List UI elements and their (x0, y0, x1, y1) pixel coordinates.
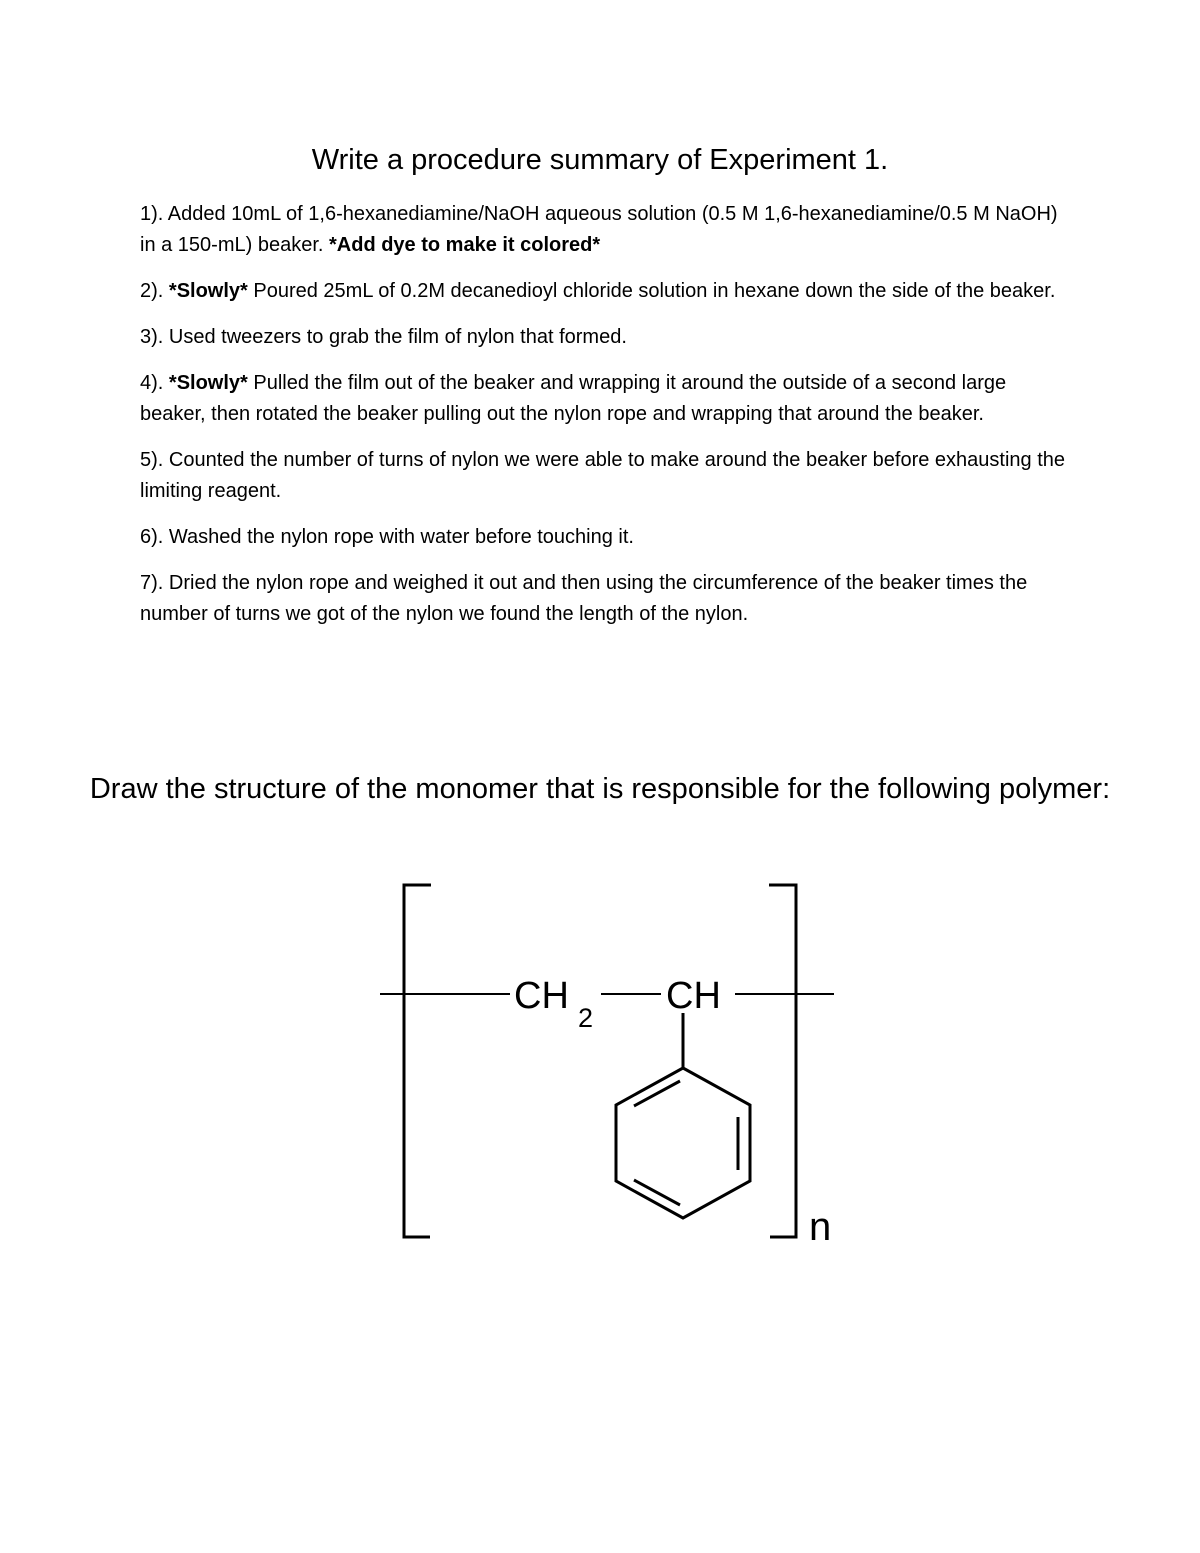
ring-double-bond-3 (634, 1180, 680, 1205)
ch2-subscript: 2 (578, 1003, 594, 1033)
ring-double-bond-2 (634, 1081, 680, 1106)
repeat-n-label: n (809, 1205, 832, 1249)
step-2-text: Poured 25mL of 0.2M decanedioyl chloride solution in hexane down the side of the beaker. (247, 280, 1056, 302)
ch2-label: CH (514, 975, 569, 1017)
step-6-text: 6). Washed the nylon rope with water before touching it. (140, 526, 634, 548)
monomer-heading: Draw the structure of the monomer that is responsible for the following polymer: (89, 773, 1111, 805)
step-2-bold: *Slowly* (168, 280, 248, 302)
left-bracket (404, 885, 431, 1237)
step-3-text: 3). Used tweezers to grab the film of nylon that formed. (140, 326, 627, 348)
step-1-bold: *Add dye to make it colored* (329, 234, 601, 256)
step-7-text: 7). Dried the nylon rope and weighed it out and then using the circumference of the beaker times the number of turns we got of the nylon we found the length of the nylon. (140, 572, 1028, 625)
step-1-text: 1). Added 10mL of 1,6-hexanediamine/NaOH aqueous solution (0.5 M 1,6-hexanediamine/0.5 M NaOH) in a 150-mL) beaker. (140, 203, 1058, 256)
ch-label: CH (666, 975, 721, 1017)
step-5-text: 5). Counted the number of turns of nylon we were able to make around the beaker before exhausting the limiting reagent. (140, 449, 1066, 502)
step-4-prefix: 4). (140, 372, 169, 394)
benzene-ring (616, 1068, 750, 1218)
step-4-bold: *Slowly* (168, 372, 248, 394)
step-4-text: Pulled the film out of the beaker and wrapping it around the outside of a second large beaker, then rotated the beaker pulling out the nylon rope and wrapping that around the beaker. (140, 372, 1007, 425)
step-2-prefix: 2). (140, 280, 169, 302)
right-bracket (769, 885, 796, 1237)
procedure-heading: Write a procedure summary of Experiment 1. (311, 144, 889, 176)
